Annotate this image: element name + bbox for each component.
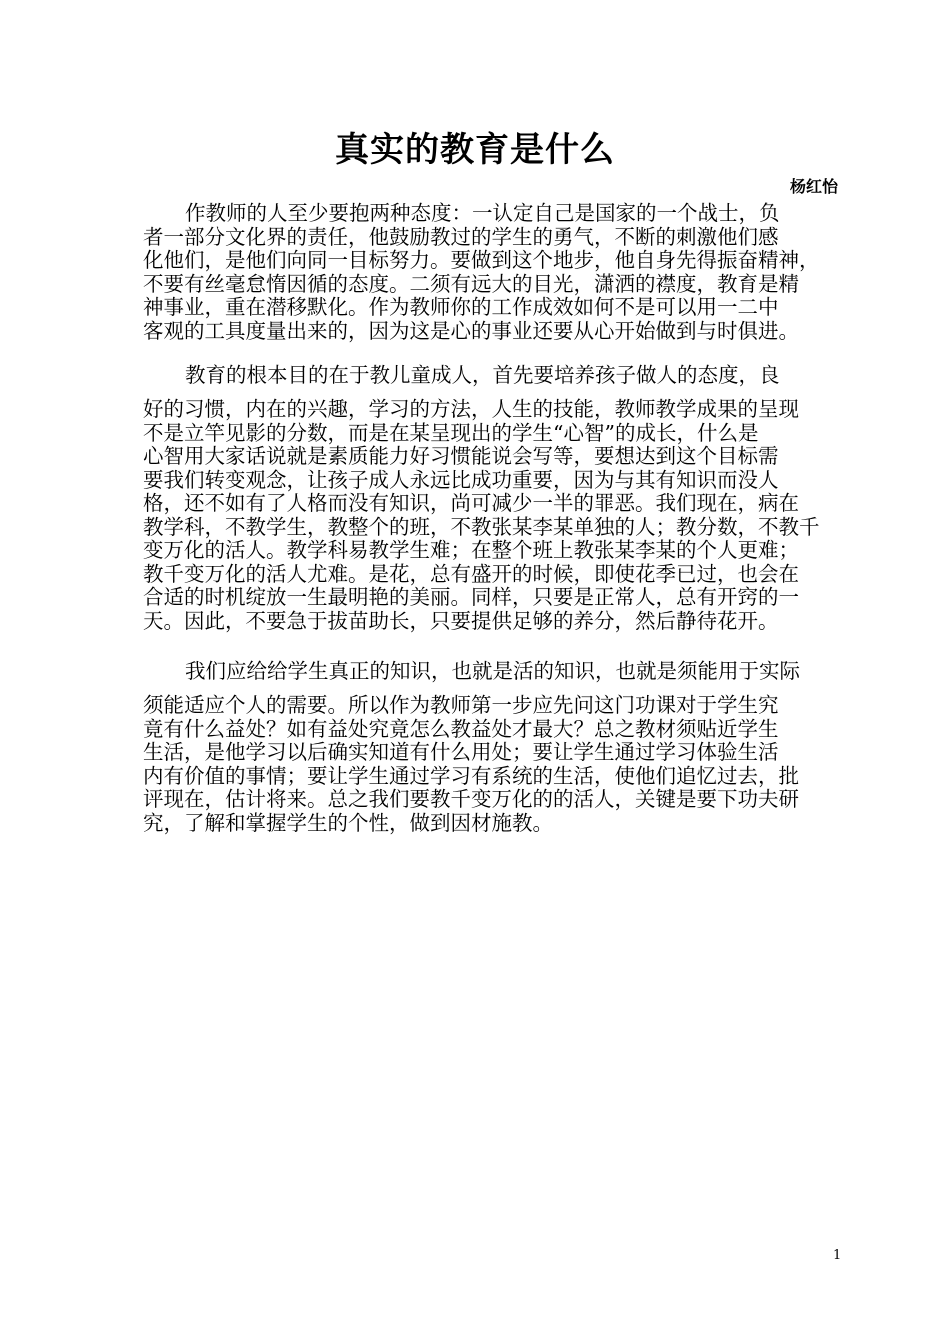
paragraph-line: 生活，是他学习以后确实知道有什么用处；要让学生通过学习体验生活	[143, 740, 779, 764]
paragraph-line: 作教师的人至少要抱两种态度：一认定自己是国家的一个战士，负	[185, 201, 780, 225]
paragraph-line: 教千变万化的活人尤难。是花，总有盛开的时候，即使花季已过，也会在	[143, 561, 799, 586]
paragraph-line: 教育的根本目的在于教儿童成人，首先要培养孩子做人的态度，良	[185, 363, 780, 387]
paragraph-line: 竟有什么益处？如有益处究竟怎么教益处才最大？总之教材须贴近学生	[143, 716, 779, 741]
page-number: 1	[833, 1248, 842, 1263]
paragraph-line: 须能适应个人的需要。所以作为教师第一步应先问这门功课对于学生究	[143, 693, 779, 717]
paragraph-line: 客观的工具度量出来的，因为这是心的事业还要从心开始做到与时俱进。	[143, 318, 799, 343]
paragraph-line: 变万化的活人。教学科易教学生难；在整个班上教张某李某的个人更难；	[143, 538, 799, 562]
paragraph-line: 化他们，是他们向同一目标努力。要做到这个地步，他自身先得振奋精神，	[143, 248, 820, 272]
paragraph-line: 我们应给给学生真正的知识，也就是活的知识，也就是须能用于实际	[185, 659, 800, 683]
paragraph-line: 格，还不如有了人格而没有知识，尚可减少一半的罪恶。我们现在，病在	[143, 491, 799, 515]
paragraph-2	[143, 398, 849, 633]
paragraph-line: 心智用大家话说就是素质能力好习惯能说会写等，要想达到这个目标需	[143, 444, 779, 468]
paragraph-line: 教学科，不教学生，教整个的班，不教张某李某单独的人；教分数，不教千	[143, 514, 820, 539]
paragraph-3	[143, 694, 849, 835]
document-title: 真实的教育是什么	[335, 130, 615, 170]
paragraph-3-opening	[143, 660, 849, 684]
paragraph-line: 天。因此，不要急于拔苗助长，只要提供足够的养分，然后静待花开。	[143, 608, 779, 633]
paragraph-line: 要我们转变观念，让孩子成人永远比成功重要，因为与其有知识而没人	[143, 467, 779, 492]
paragraph-line: 不是立竿见影的分数，而是在某呈现出的学生“心智”的成长，什么是	[143, 420, 759, 445]
paragraph-line: 好的习惯，内在的兴趣，学习的方法，人生的技能，教师教学成果的呈现	[143, 397, 799, 421]
paragraph-2-opening	[143, 364, 849, 388]
paragraph-line: 究，了解和掌握学生的个性，做到因材施教。	[143, 810, 553, 835]
paragraph-line: 内有价值的事情；要让学生通过学习有系统的生活，使他们追忆过去，批	[143, 763, 799, 788]
paragraph-line: 合适的时机绽放一生最明艳的美丽。同样，只要是正常人，总有开窍的一	[143, 585, 799, 609]
paragraph-1	[143, 202, 849, 343]
author-name: 杨红怡	[789, 177, 838, 196]
paragraph-line: 者一部分文化界的责任，他鼓励教过的学生的勇气，不断的刺激他们感	[143, 224, 779, 249]
paragraph-line: 神事业，重在潜移默化。作为教师你的工作成效如何不是可以用一二中	[143, 295, 779, 319]
paragraph-line: 评现在，估计将来。总之我们要教千变万化的的活人，关键是要下功夫研	[143, 787, 799, 811]
paragraph-line: 不要有丝毫怠惰因循的态度。二须有远大的目光，潇洒的襟度，教育是精	[143, 271, 799, 296]
